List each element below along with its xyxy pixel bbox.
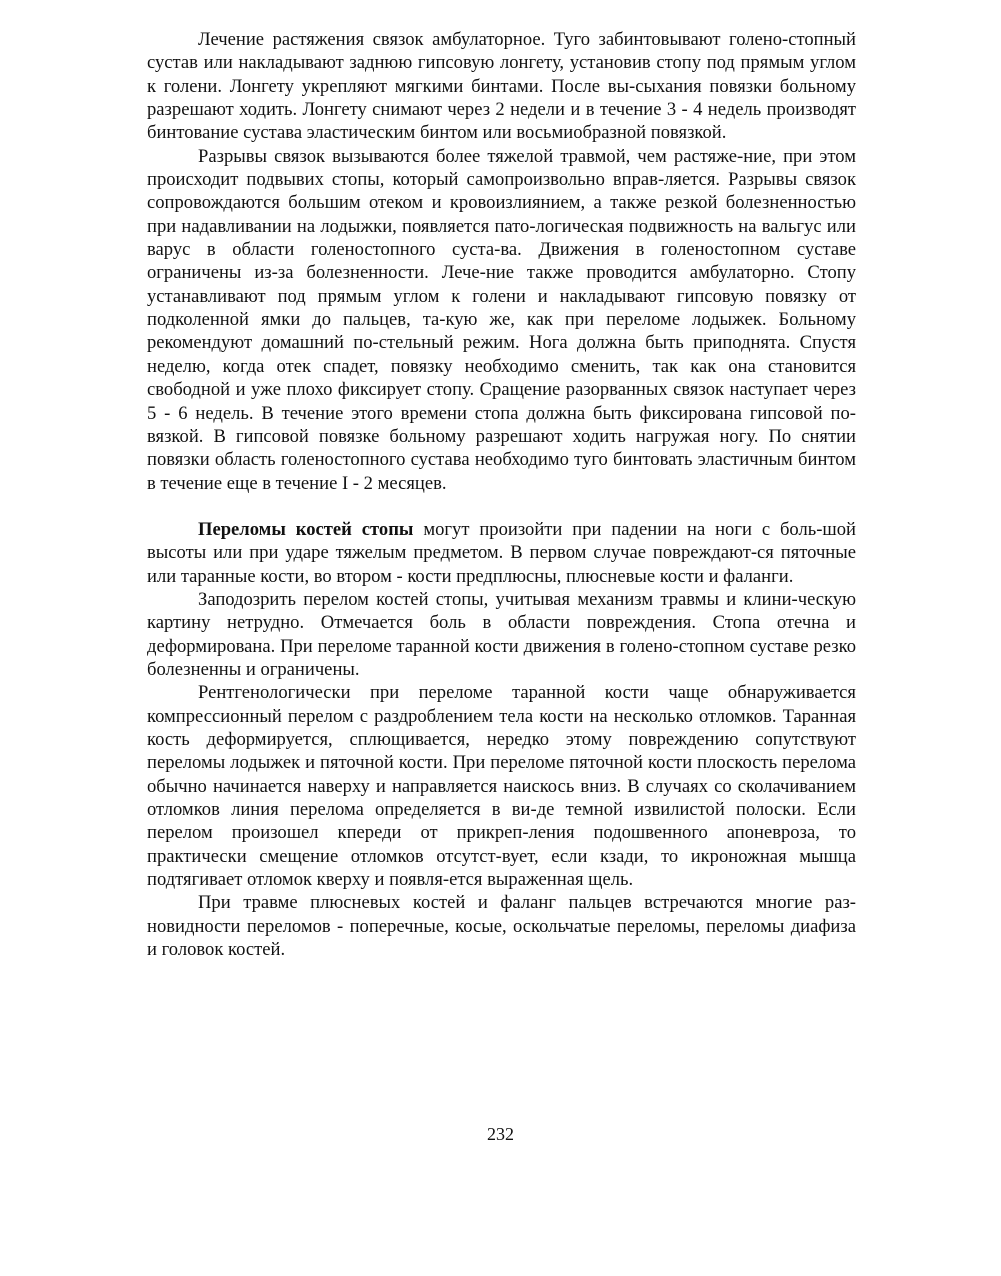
- body-text: [147, 28, 856, 961]
- paragraph-text: могут произойти при падении на ноги с боль-шой высоты или при ударе тяжелым предметом. В первом случае повреждают-ся пяточные или таранные кости, во втором - кости предплюсны, плюсневые кости и фаланги.: [147, 518, 856, 587]
- paragraph-text: Разрывы связок вызываются более тяжелой травмой, чем растяже-ние, при этом происходит подвывих стопы, который самопроизвольно вправ-ляется. Разрывы связок сопровождаются большим отеком и кровоизлиянием, а также резкой болезненностью при надавливании на лодыжки, появляется пато-логическая подвижность на вальгус или варус в области голеностопного суста-ва. Движения в голеностопном суставе ограничены из-за болезненности. Лече-ние также проводится амбулаторно. Стопу устанавливают под прямым углом к голени и накладывают гипсовую повязку от подколенной ямки до пальцев, та-кую же, как при переломе лодыжек. Больному рекомендуют домашний по-стельный режим. Нога должна быть приподнята. Спустя неделю, когда отек спадет, повязку необходимо сменить, так как она становится свободной и уже плохо фиксирует стопу. Сращение разорванных связок наступает через 5 - 6 недель. В течение этого времени стопа должна быть фиксирована гипсовой по-вязкой. В гипсовой повязке больному разрешают ходить нагружая ногу. По снятии повязки область голеностопного сустава необходимо туго бинтовать эластичным бинтом в течение еще в течение I - 2 месяцев.: [147, 145, 856, 494]
- paragraph-diagnosis: [147, 588, 856, 681]
- paragraph-sprain-treatment: [147, 28, 856, 145]
- paragraph-text: Заподозрить перелом костей стопы, учитывая механизм травмы и клини-ческую картину нетрудно. Отмечается боль в области повреждения. Стопа отечна и деформирована. При переломе таранной кости движения в голено-стопном суставе резко болезненны и ограничены.: [147, 588, 856, 680]
- paragraph-text: При травме плюсневых костей и фаланг пальцев встречаются многие раз-новидности переломов - поперечные, косые, оскольчатые переломы, переломы диафиза и головок костей.: [147, 892, 856, 961]
- paragraph-foot-fractures: [147, 518, 856, 588]
- paragraph-ligament-rupture: [147, 145, 856, 495]
- paragraph-metatarsal-fractures: [147, 891, 856, 961]
- paragraph-text: Рентгенологически при переломе таранной кости чаще обнаруживается компрессионный перелом с раздроблением тела кости на несколько отломков. Таранная кость деформируется, сплющивается, нередко этому повреждению сопутствуют переломы лодыжек и пяточной кости. При переломе пяточной кости плоскость перелома обычно начинается наверху и направляется наискось вниз. В случаях со сколачиванием отломков линия перелома определяется в ви-де темной извилистой полоски. Если перелом произошел кпереди от прикреп-ления подошвенного апоневроза, то практически смещение отломков отсутст-вует, если кзади, то икроножная мышца подтягивает отломок кверху и появля-ется выраженная щель.: [147, 682, 856, 891]
- page-number: 232: [487, 1124, 514, 1144]
- section-gap: [147, 495, 856, 518]
- paragraph-text: Лечение растяжения связок амбулаторное. Туго забинтовывают голено-стопный сустав или накладывают заднюю гипсовую лонгету, установив стопу под прямым углом к голени. Лонгету укрепляют мягкими бинтами. После вы-сыхания повязки больному разрешают ходить. Лонгету снимают через 2 недели и в течение 3 - 4 недель производят бинтование сустава эластическим бинтом или восьмиобразной повязкой.: [147, 29, 856, 144]
- paragraph-heading: Переломы костей стопы: [198, 518, 414, 540]
- paragraph-radiology: [147, 681, 856, 891]
